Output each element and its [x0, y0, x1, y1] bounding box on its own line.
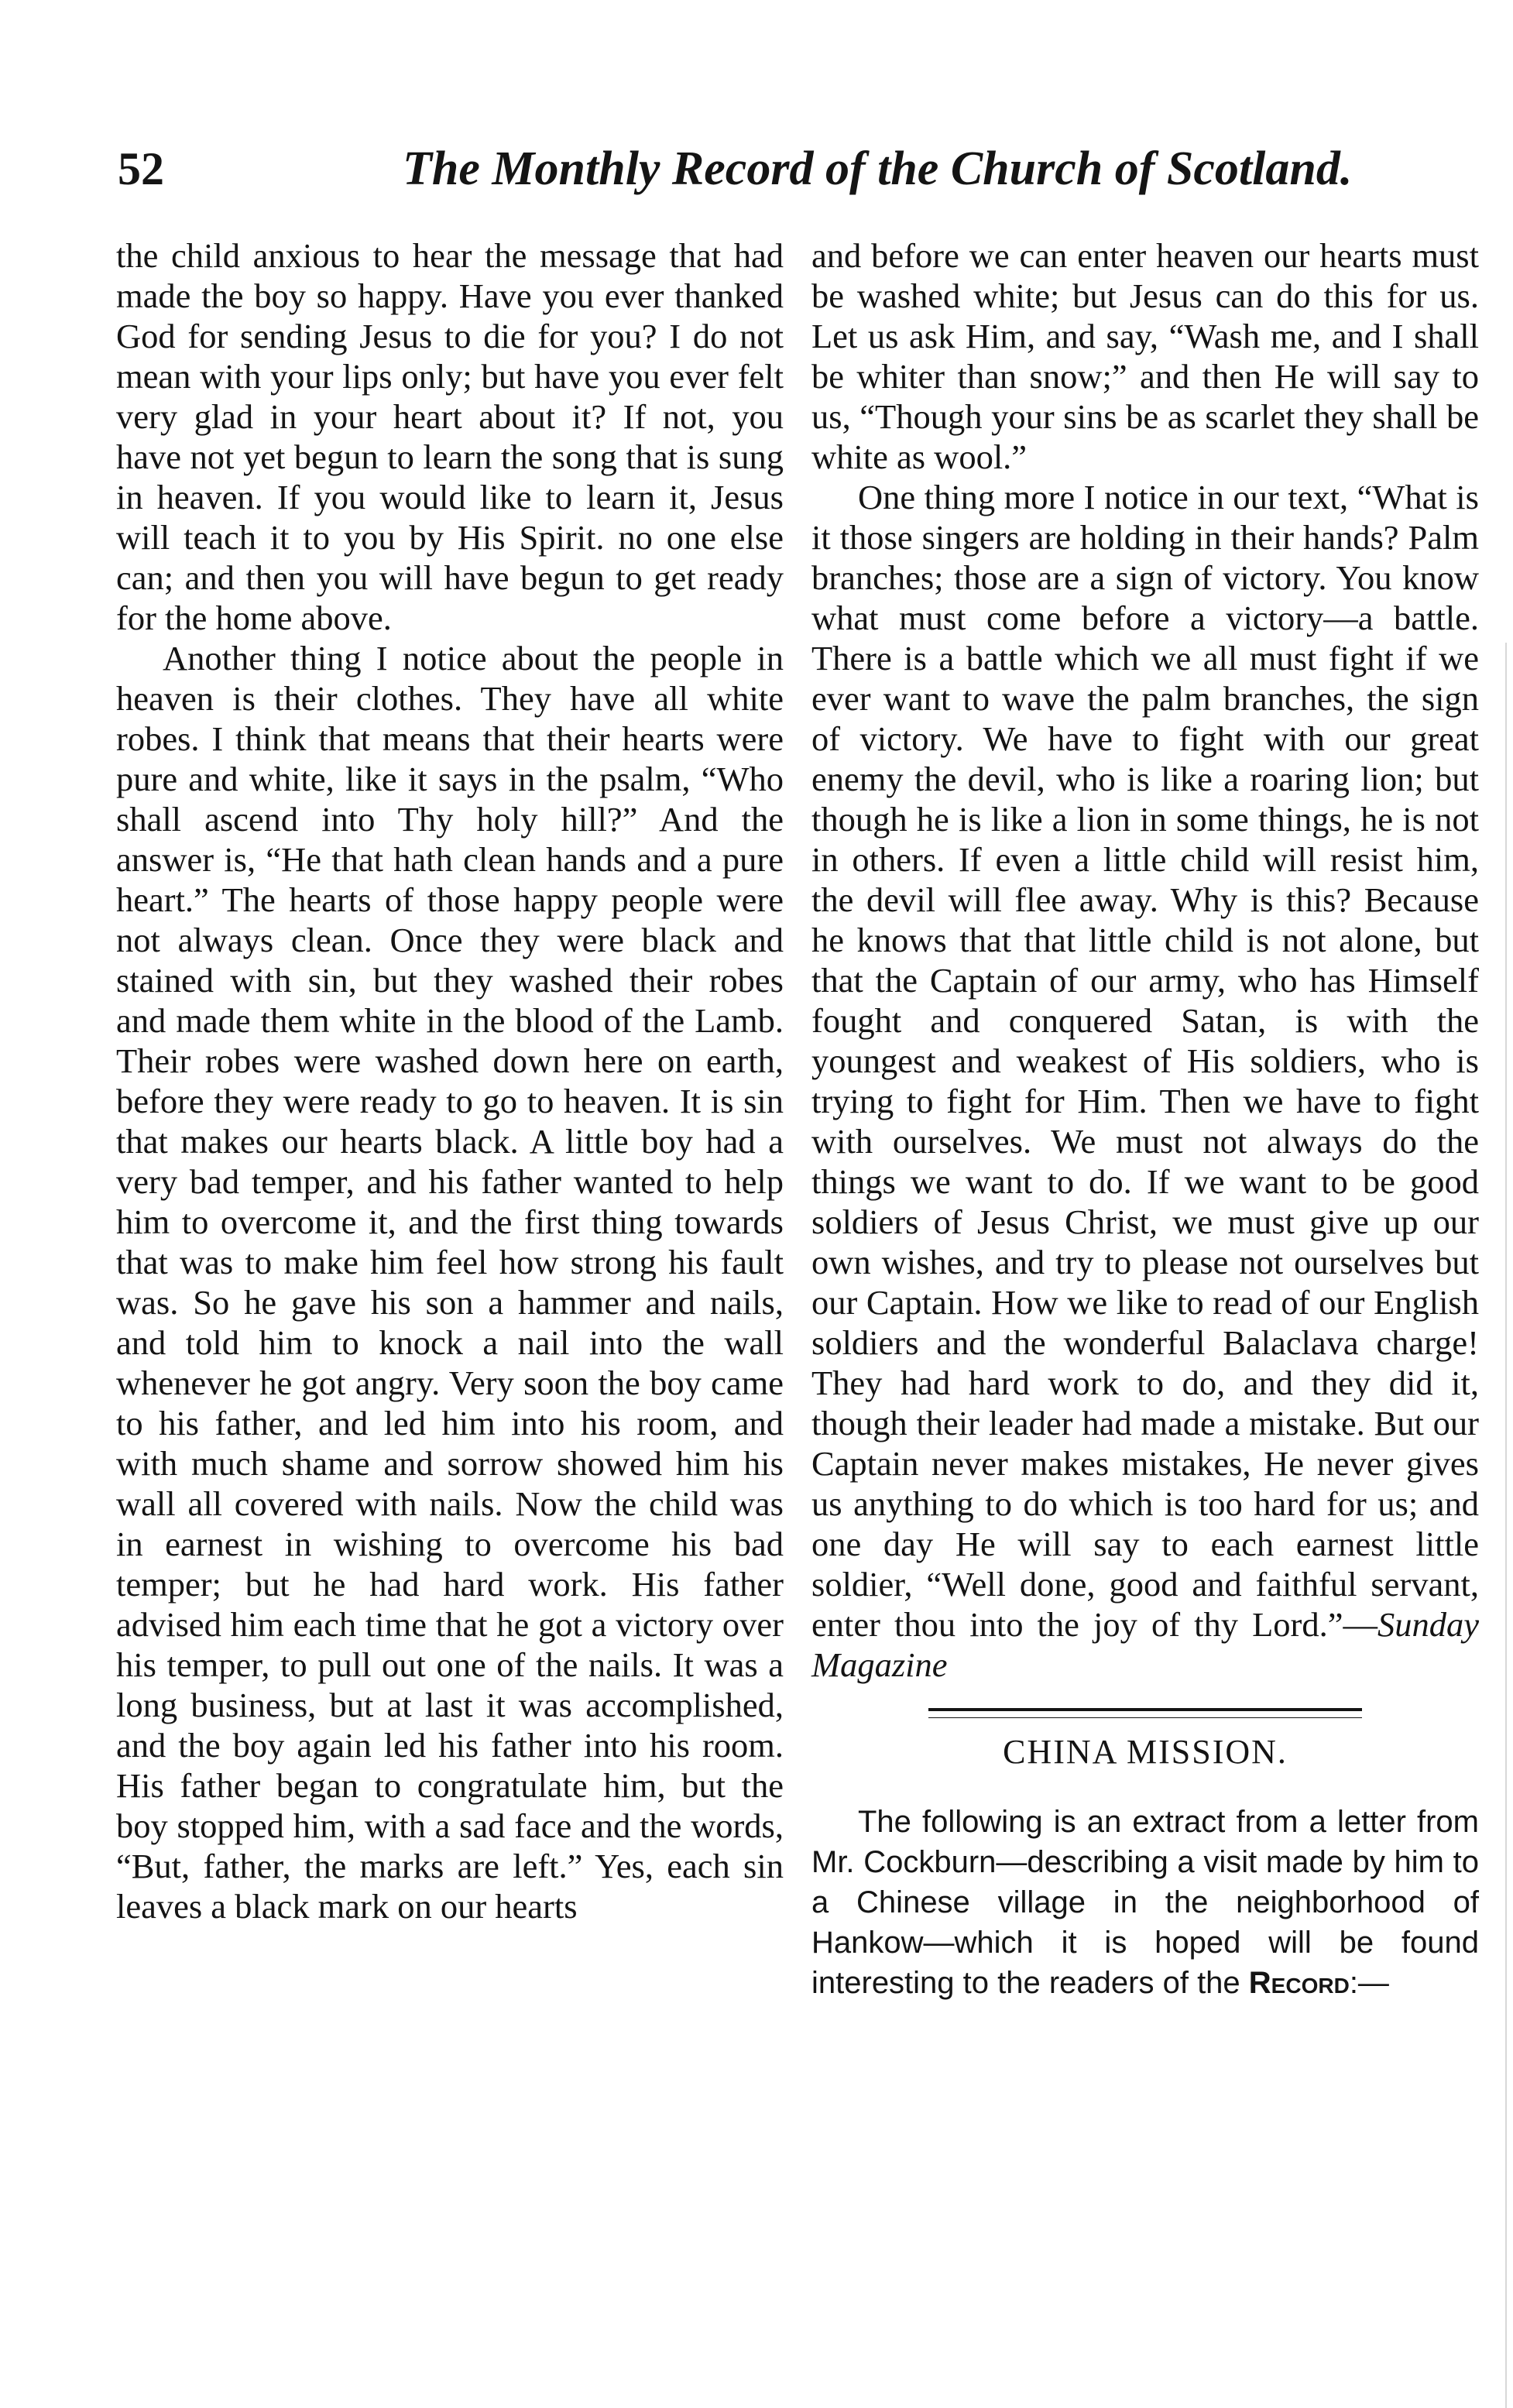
running-head [118, 138, 1353, 208]
journal-title: The Monthly Record of the Church of Scotland. [403, 142, 1353, 195]
left-column [116, 235, 784, 1926]
page-number: 52 [118, 143, 164, 194]
record-word: Record [1248, 1966, 1350, 2000]
palm-branches-text: One thing more I notice in our text, “What is it those singers are holding in their hands? Palm branches; those are a sign of victory. You know what must come before a victory—a battle. There is a battle which we all must fight if we ever want to wave the palm branches, the sign of victory. We have to fight with our great enemy the devil, who is like a roaring lion; but though he is like a lion in some things, he is not in others. If even a little child will resist him, the devil will flee away. Why is this? Because he knows that that little child is not alone, but that the Captain of our army, who has Himself fought and conquered Satan, is with the youngest and weakest of His soldiers, who is trying to fight for Him. Then we have to fight with ourselves. We must not always do the things we want to do. If we want to be good soldiers of Jesus Christ, we must give up our own wishes, and try to please not ourselves but our Captain. How we like to read of our English soldiers and the wonderful Balaclava charge! They had hard work to do, and they did it, though their leader had made a mistake. But our Captain never makes mistakes, He never gives us anything to do which is too hard for us; and one day He will say to each earnest little soldier, “Well done, good and faithful servant, enter thou into the joy of thy Lord.”— [811, 478, 1479, 1644]
section-divider [928, 1708, 1362, 1718]
paragraph-washed-white: and before we can enter heaven our hearts must be washed white; but Jesus can do this for us. Let us ask Him, and say, “Wash me, and I shall be whiter than snow;” and then He will say to us, “Though your sins be as scarlet they shall be white as wool.” [811, 236, 1479, 476]
page-edge-line [1505, 643, 1507, 2408]
source-credit: Sunday Magazine [811, 1605, 1479, 1684]
paragraph-china-mission [811, 1802, 1479, 2003]
china-mission-text: The following is an extract from a letter from Mr. Cockburn—describing a visit made by him to a Chinese village in the neighborhood of Hankow—which it is hoped will be found interesting to the readers of the [811, 1805, 1479, 2000]
china-mission-end: :— [1349, 1966, 1389, 2000]
paragraph-palm-branches [811, 477, 1479, 1685]
section-heading: CHINA MISSION. [1003, 1733, 1288, 1771]
right-column [811, 235, 1479, 2003]
paragraph-continued: the child anxious to hear the message that had made the boy so happy. Have you ever thanked God for sending Jesus to die for you? I do not mean with your lips only; but have you ever felt very glad in your heart about it? If not, you have not yet begun to learn the song that is sung in heaven. If you would like to learn it, Jesus will teach it to you by His Spirit. no one else can; and then you will have begun to get ready for the home above. [116, 236, 784, 637]
paragraph-white-robes: Another thing I notice about the people in heaven is their clothes. They have all white robes. I think that means that their hearts were pure and white, like it says in the psalm, “Who shall ascend into Thy holy hill?” And the answer is, “He that hath clean hands and a pure heart.” The hearts of those happy people were not always clean. Once they were black and stained with sin, but they washed their robes and made them white in the blood of the Lamb. Their robes were washed down here on earth, before they were ready to go to heaven. It is sin that makes our hearts black. A little boy had a very bad temper, and his father wanted to help him to overcome it, and the first thing towards that was to make him feel how strong his fault was. So he gave his son a hammer and nails, and told him to knock a nail into the wall whenever he got angry. Very soon the boy came to his father, and led him into his room, and with much shame and sorrow showed him his wall all covered with nails. Now the child was in earnest in wishing to overcome his bad temper; but he had hard work. His father advised him each time that he got a victory over his temper, to pull out one of the nails. It was a long business, but at last it was accomplished, and the boy again led his father into his room. His father began to congratulate him, but the boy stopped him, with a sad face and the words, “But, father, the marks are left.” Yes, each sin leaves a black mark on our hearts [116, 639, 784, 1926]
